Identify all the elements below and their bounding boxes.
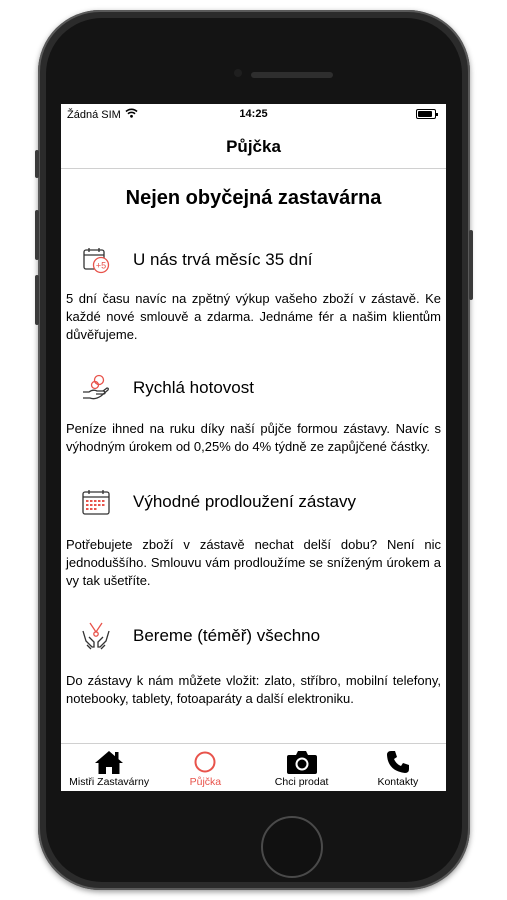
feature-text-extension: Potřebujete zboží v zástavě nechat delší dobu? Není nic jednoduššího. Smlouvu vám prodloužíme se sníženým úrokem a vy tak ušetříte. — [66, 537, 441, 588]
tab-label-chci-prodat: Chci prodat — [274, 776, 329, 788]
feature-row-month — [79, 240, 446, 280]
front-camera — [234, 69, 242, 77]
earpiece-speaker — [251, 72, 333, 78]
tab-mistri-zastavarny[interactable] — [61, 744, 157, 791]
tab-bar — [61, 743, 446, 791]
feature-text-month: 5 dní času navíc na zpětný výkup vašeho zboží v zástavě. Ke každé nové smlouvě a zdarma. Jednáme fér a našim klientům důvěřujeme. — [66, 291, 441, 342]
feature-row-cash — [79, 368, 446, 408]
status-time: 14:25 — [239, 108, 268, 120]
tab-label-kontakty: Kontakty — [377, 776, 419, 788]
page-title: Půjčka — [226, 137, 281, 156]
home-icon — [94, 748, 124, 776]
app-screen — [61, 104, 446, 791]
volume-down-button — [35, 275, 39, 325]
feature-title-cash: Rychlá hotovost — [133, 378, 254, 397]
carrier-label: Žádná SIM — [67, 108, 121, 121]
feature-title-extension: Výhodné prodloužení zástavy — [133, 492, 357, 511]
svg-text:+5: +5 — [95, 260, 107, 271]
hands-necklace-icon — [79, 619, 113, 653]
tab-kontakty[interactable] — [350, 744, 446, 791]
circle-icon — [193, 748, 217, 776]
tab-label-mistri: Mistři Zastavárny — [69, 776, 150, 788]
feature-row-everything — [79, 616, 446, 656]
feature-text-cash: Peníze ihned na ruku díky naší půjče formou zástavy. Navíc s výhodným úrokem od 0,25% do 4% týdně ze zapůjčené částky. — [66, 421, 441, 454]
mute-switch — [35, 150, 39, 178]
camera-icon — [286, 748, 318, 776]
phone-icon — [385, 748, 411, 776]
calendar-plus5-icon — [79, 243, 113, 277]
nav-bar — [61, 126, 446, 169]
volume-up-button — [35, 210, 39, 260]
feature-title-everything: Bereme (téměř) všechno — [133, 626, 321, 645]
feature-text-everything: Do zástavy k nám můžete vložit: zlato, stříbro, mobilní telefony, notebooky, tablety, fotoaparáty a další elektroniku. — [66, 673, 441, 706]
tab-chci-prodat[interactable] — [254, 744, 350, 791]
hand-coins-icon — [79, 371, 113, 405]
power-button — [469, 230, 473, 300]
calendar-icon — [79, 485, 113, 519]
home-button[interactable] — [261, 816, 323, 878]
status-bar — [61, 104, 446, 126]
feature-row-extension — [79, 482, 446, 522]
feature-title-month: U nás trvá měsíc 35 dní — [133, 250, 313, 269]
content-heading: Nejen obyčejná zastavárna — [125, 187, 382, 209]
content-scroll[interactable] — [61, 169, 446, 743]
tab-pujcka[interactable] — [157, 744, 253, 791]
battery-level — [418, 111, 432, 117]
tab-label-pujcka: Půjčka — [189, 776, 222, 788]
battery-icon — [416, 109, 436, 119]
